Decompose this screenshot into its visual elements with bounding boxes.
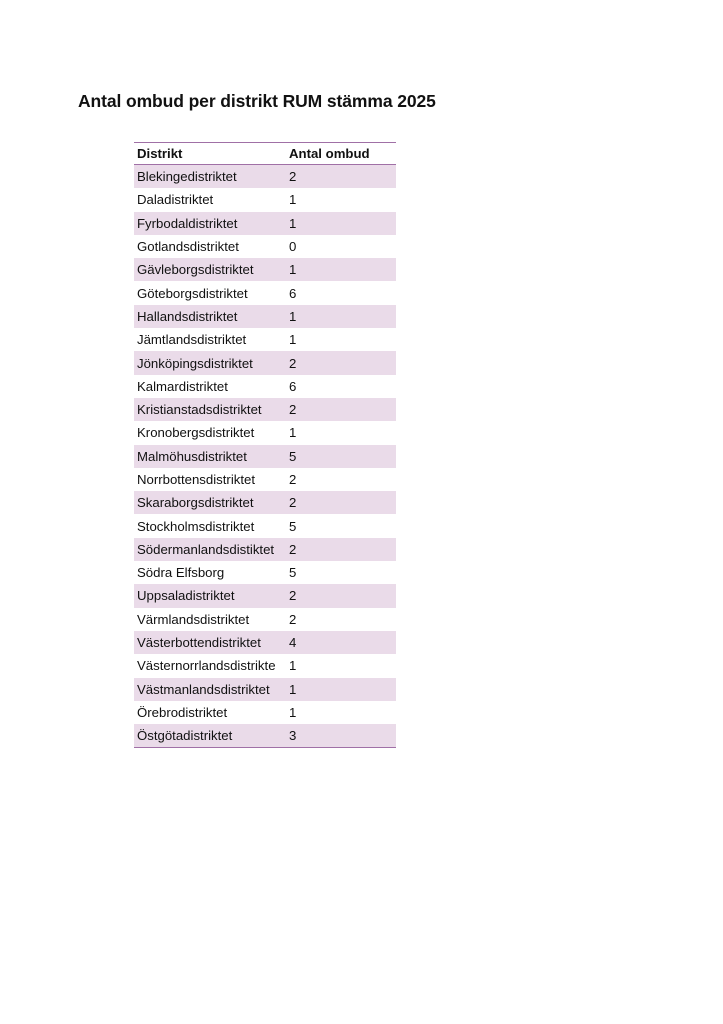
district-cell: Stockholmsdistriktet <box>137 518 255 534</box>
district-cell: Gävleborgsdistriktet <box>134 258 286 281</box>
delegate-count-cell: 5 <box>289 518 297 534</box>
table-row <box>134 584 396 607</box>
table-row <box>134 188 396 211</box>
delegate-count-cell: 1 <box>289 332 297 348</box>
table-row <box>134 678 396 701</box>
district-cell: Gotlandsdistriktet <box>137 239 239 255</box>
table-row <box>134 421 396 444</box>
district-cell: Västernorrlandsdistrikte <box>137 658 276 674</box>
delegate-count-cell: 1 <box>289 658 297 674</box>
delegate-count-cell: 4 <box>286 631 396 654</box>
delegate-count-cell: 2 <box>286 491 396 514</box>
table-row <box>134 631 396 654</box>
district-cell: Malmöhusdistriktet <box>134 445 286 468</box>
table-row <box>134 468 396 491</box>
page-title: Antal ombud per distrikt RUM stämma 2025 <box>78 91 436 111</box>
delegate-count-cell: 2 <box>286 538 396 561</box>
delegate-count-cell: 0 <box>289 239 297 255</box>
delegate-count-cell: 2 <box>286 165 396 189</box>
table-row <box>134 235 396 258</box>
delegate-count-cell: 1 <box>286 305 396 328</box>
table-row <box>134 724 396 748</box>
district-cell: Kristianstadsdistriktet <box>134 398 286 421</box>
delegate-count-cell: 2 <box>286 398 396 421</box>
district-cell: Hallandsdistriktet <box>134 305 286 328</box>
district-cell: Västerbottendistriktet <box>134 631 286 654</box>
table-row <box>134 538 396 561</box>
table-row <box>134 281 396 304</box>
delegate-count-cell: 5 <box>286 445 396 468</box>
table-row <box>134 608 396 631</box>
table-row <box>134 375 396 398</box>
delegate-count-cell: 1 <box>286 212 396 235</box>
district-cell: Kalmardistriktet <box>137 378 228 394</box>
delegates-table <box>134 142 396 748</box>
table-row <box>134 514 396 537</box>
district-cell: Örebrodistriktet <box>137 704 228 720</box>
delegate-count-cell: 6 <box>289 285 297 301</box>
table-header-row <box>134 143 396 165</box>
column-header-district: Distrikt <box>137 146 183 161</box>
delegate-count-cell: 1 <box>289 425 297 441</box>
table-row <box>134 305 396 328</box>
district-cell: Göteborgsdistriktet <box>137 285 248 301</box>
table-row <box>134 398 396 421</box>
district-cell: Jämtlandsdistriktet <box>137 332 247 348</box>
district-cell: Värmlandsdistriktet <box>137 611 250 627</box>
delegate-count-cell: 2 <box>286 584 396 607</box>
delegate-count-cell: 3 <box>286 724 396 748</box>
table-row <box>134 561 396 584</box>
district-cell: Blekingedistriktet <box>134 165 286 189</box>
table-row <box>134 165 396 189</box>
table-body <box>134 165 396 748</box>
district-cell: Norrbottensdistriktet <box>137 472 255 487</box>
delegate-count-cell: 1 <box>289 704 297 720</box>
table-row <box>134 351 396 374</box>
table-row <box>134 491 396 514</box>
column-header-delegates: Antal ombud <box>289 146 370 161</box>
district-cell: Kronobergsdistriktet <box>137 425 255 441</box>
delegate-count-cell: 5 <box>289 565 297 581</box>
district-cell: Södermanlandsdistiktet <box>134 538 286 561</box>
district-cell: Fyrbodaldistriktet <box>134 212 286 235</box>
delegate-count-cell: 2 <box>289 611 297 627</box>
table-header <box>134 143 396 165</box>
district-cell: Skaraborgsdistriktet <box>134 491 286 514</box>
table-row <box>134 445 396 468</box>
district-cell: Södra Elfsborg <box>137 565 225 581</box>
table-row <box>134 328 396 351</box>
district-cell: Daladistriktet <box>137 192 214 208</box>
delegate-count-cell: 1 <box>289 192 297 208</box>
table-row <box>134 258 396 281</box>
district-cell: Östgötadistriktet <box>134 724 286 748</box>
district-cell: Jönköpingsdistriktet <box>134 351 286 374</box>
delegate-count-cell: 1 <box>286 678 396 701</box>
delegate-count-cell: 2 <box>289 472 297 487</box>
table-row <box>134 212 396 235</box>
delegate-count-cell: 6 <box>289 378 297 394</box>
district-cell: Uppsaladistriktet <box>134 584 286 607</box>
district-cell: Västmanlandsdistriktet <box>134 678 286 701</box>
delegate-count-cell: 2 <box>286 351 396 374</box>
table-row <box>134 654 396 677</box>
delegate-count-cell: 1 <box>286 258 396 281</box>
table-row <box>134 701 396 724</box>
